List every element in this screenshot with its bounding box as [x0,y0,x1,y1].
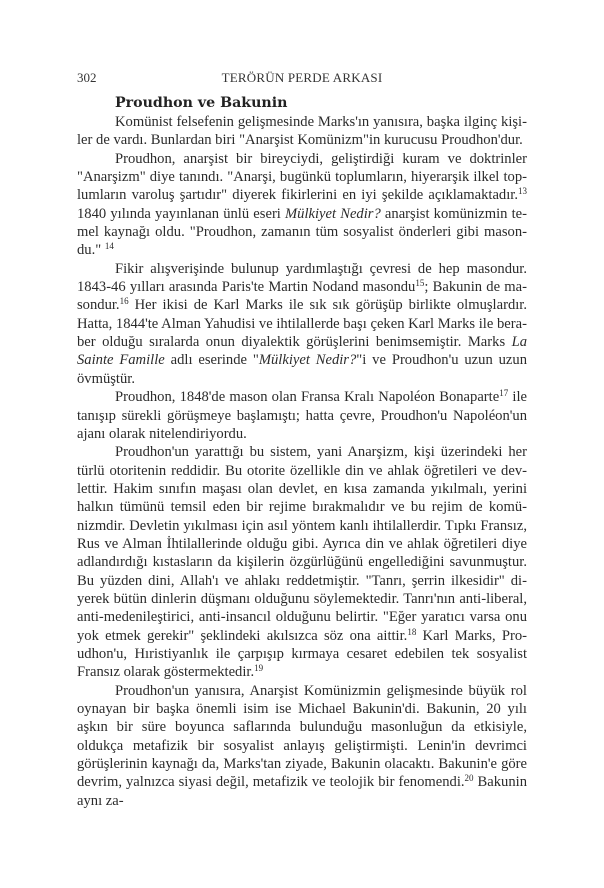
body-paragraph: Komünist felsefenin gelişmesinde Marks'ın yanısıra, başka ilginç kişiler de vardı. Bunlardan biri "Anarşist Komünizm"in kurucusu Proudhon'dur. [77,114,527,149]
body-paragraph: Fikir alışverişinde bulunup yardımlaştığı çevresi de hep masondur. 1843-46 yılları arasında Paris'te Martin Nodand masondu$^{15}$; Bakunin de masondur.$^{16}$ Her ikisi de Karl Marks ile sık sık görüşüp birlikte olmuşlardır. Hatta, 1844'te Alman Yahudisi ve ihtilallerde başı çeken Karl Marks ile beraber olduğu sıralarda onun diyalektik görüşlerini benimsemiştir. Marks La Sainte Famille adlı eserinde "Mülkiyet Nedir?"i ve Proudhon'u uzun uzun övmüştür. [77,260,527,387]
running-header [77,70,527,88]
footnote-reference: 14 [104,241,114,252]
body-paragraph: Proudhon'un yanısıra, Anarşist Komünizmin gelişmesinde büyük rol oynayan bir başka önemli isim ise Michael Bakunin'di. Bakunin, 20 yılı aşkın bir süre boyunca saflarında bulunduğu masonluğun da etkisiyle, oldukça metafizik bir sosyalist anlayış geliştirmişti. Lenin'in devrimci görüşlerinin kaynağı da, Marks'tan ziyade, Bakunin olacaktı. Bakunin'e göre devrim, yalnızca siyasi değil, metafizik ve teolojik bir fenomendi.$^{20}$ Bakunin aynı za- [77,682,527,809]
italic-title: Mülkiyet Nedir? [258,352,357,369]
footnote-reference: 19 [254,663,264,674]
body-paragraph: Proudhon'un yarattığı bu sistem, yani Anarşizm, kişi üzerindeki her türlü otoritenin reddidir. Bu otorite özellikle din ve ahlak öğretileri ve devlettir. Hakim sınıfın maşası olan devlet, en kısa zamanda yıkılmalı, yerini halkın tümünü temsil eden bir rejime bırakmalıdır ve bu rejim de komünizmdir. Devletin yıkılması için asıl yöntem kanlı ihtilallerdir. Tıpkı Fransız, Rus ve Alman İhtilallerinde olduğu gibi. Ayrıca din ve ahlak öğretileri diye adlandırdığı kıstasların da kişilerin özgürlüğünü engellediğini savunmuştur. Bu yüzden dini, Allah'ı ve ahlakı reddetmiştir. "Tanrı, şerrin ilkesidir" diyerek bütün dinlerin düşmanı olduğunu söylemektedir. Tanrı'nın anti-liberal, anti-medenileştirici, anti-insancıl olduğunu belirtir. "Eğer yaratıcı varsa onu yok etmek gerekir" şeklindeki akılsızca söz ona aittir.$^{18}$ Karl Marks, Proudhon'u, Hıristiyanlık ile çarpışıp kırmaya cesaret edebilen tek sosyalist Fransız olarak göstermektedir.$^{19}$ [77,444,528,681]
footnote-reference: 16 [119,296,129,307]
body-paragraph: Proudhon, anarşist bir bireyciydi, geliştirdiği kuram ve doktrinler "Anarşizm" diye tanındı. "Anarşi, bugünkü toplumların, hiyerarşik ilkel toplumların varoluş şartıdır" diyerek fikirlerini en iyi şekilde açıklamaktadır.$^{13}$ 1840 yılında yayınlanan ünlü eseri Mülkiyet Nedir? anarşist komünizmin temel kaynağı oldu. "Proudhon, zamanın tüm sosyalist önderleri gibi masondu." $^{14}$ [77,150,527,259]
footnote-reference: 18 [407,626,417,637]
body-paragraph: Proudhon, 1848'de mason olan Fransa Kralı Napoléon Bonaparte$^{17}$ ile tanışıp sürekli görüşmeye başlamıştı; hatta çevre, Proudhon'u Napoléon'un ajanı olarak nitelendiriyordu. [77,388,527,442]
section-heading: Proudhon ve Bakunin [115,95,288,111]
page-number: 302 [77,70,97,85]
page-body [77,94,527,810]
book-title: TERÖRÜN PERDE ARKASI [221,70,383,85]
italic-title: La Sainte Famille [77,334,527,369]
footnote-reference: 15 [415,278,425,289]
paragraph-container [77,113,527,810]
italic-title: Mülkiyet Nedir? [285,205,381,222]
footnote-reference: 17 [499,388,509,399]
footnote-reference: 13 [518,186,527,197]
footnote-reference: 20 [464,773,474,784]
